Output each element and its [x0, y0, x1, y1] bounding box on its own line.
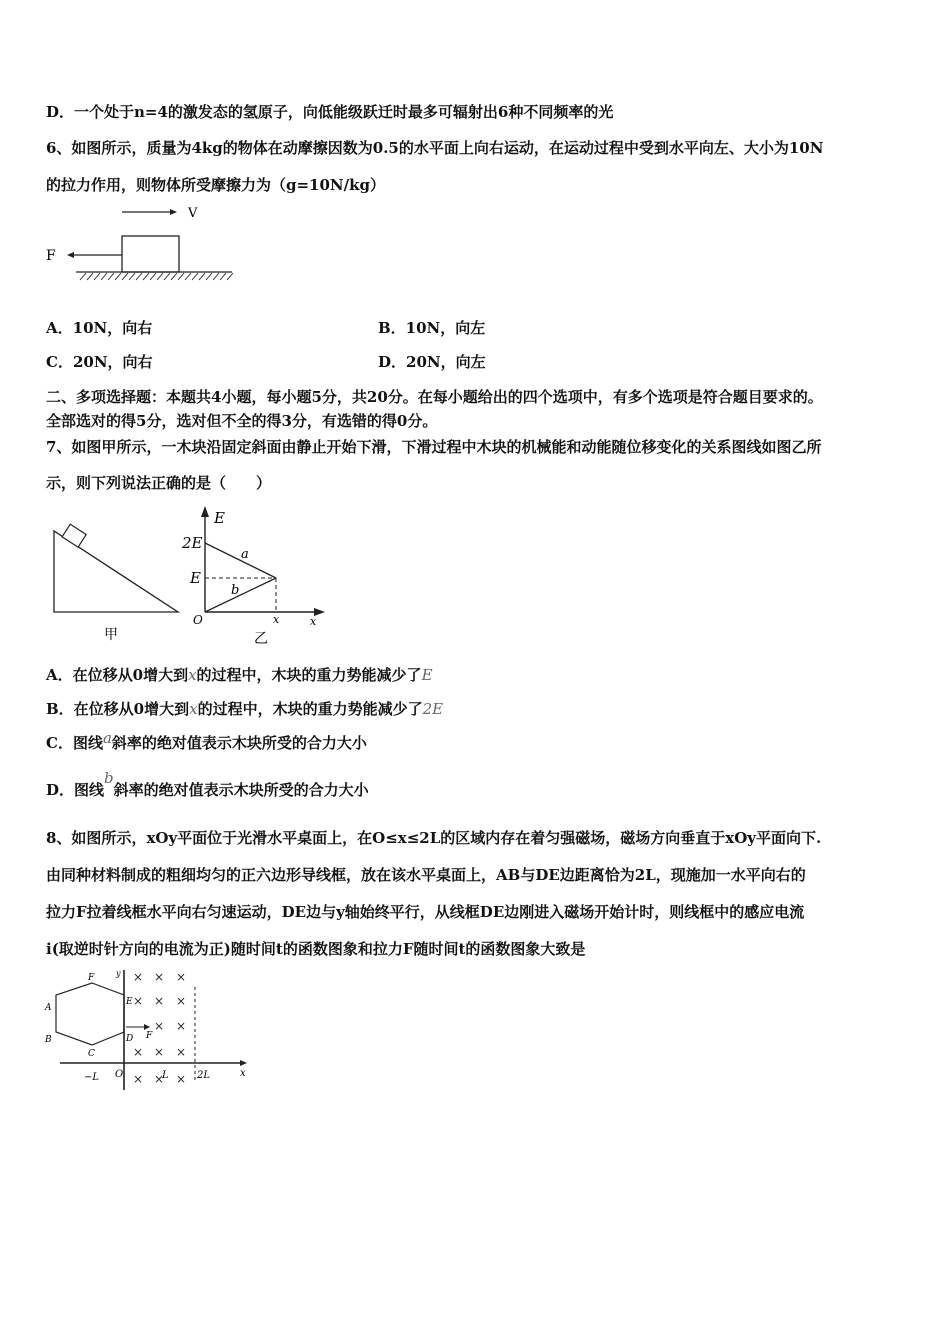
velocity-arrowhead — [170, 209, 177, 215]
line-b — [205, 578, 276, 612]
prev-option-d: D．一个处于n=4的激发态的氢原子，向低能级跃迁时最多可辐射出6种不同频率的光 — [46, 103, 614, 121]
ground-hatching — [80, 273, 233, 280]
vertex-c: C — [88, 1049, 95, 1059]
velocity-label: V — [188, 206, 198, 221]
section2-line2: 全部选对的得5分，选对但不全的得3分，有选错的得0分。 — [46, 412, 438, 430]
vertex-b: B — [45, 1035, 52, 1045]
q7-line1: 7、如图甲所示，一木块沿固定斜面由静止开始下滑，下滑过程中木块的机械能和动能随位移变化的关系图线如图乙所 — [46, 438, 822, 456]
line-a-label: a — [241, 547, 249, 562]
q7-option-a[interactable]: A．在位移从0增大到x的过程中，木块的重力势能减少了E — [46, 666, 433, 684]
q6-figure — [40, 200, 240, 295]
svg-text:×: × — [133, 994, 144, 1008]
force-arrowhead — [67, 252, 74, 258]
q8-line3: 拉力F拉着线框水平向右匀速运动，DE边与y轴始终平行，从线框DE边刚进入磁场开始计时，则线框中的感应电流 — [46, 903, 805, 921]
q7-option-d[interactable]: D．图线b斜率的绝对值表示木块所受的合力大小 — [46, 769, 369, 799]
force-label: F — [46, 248, 56, 264]
origin-label: O — [115, 1069, 124, 1080]
label-jia: 甲 — [104, 627, 118, 643]
svg-text:×: × — [133, 1045, 144, 1059]
tick-l: L — [162, 1070, 169, 1081]
e-axis-arrowhead — [201, 506, 209, 517]
q7-option-c[interactable]: C．图线a斜率的绝对值表示木块所受的合力大小 — [46, 729, 367, 752]
svg-text:×: × — [154, 1019, 165, 1033]
block — [122, 236, 179, 272]
svg-text:×: × — [154, 970, 165, 984]
svg-text:×: × — [154, 1072, 165, 1086]
svg-text:×: × — [154, 1045, 165, 1059]
x-axis-label: x — [310, 615, 317, 628]
q6-line1: 6、如图所示，质量为4kg的物体在动摩擦因数为0.5的水平面上向右运动，在运动过程中受到水平向左、大小为10N — [46, 139, 824, 157]
tick-x: x — [273, 613, 280, 626]
svg-text:×: × — [133, 1072, 144, 1086]
line-b-label: b — [231, 583, 240, 598]
pull-force-label: F — [146, 1031, 153, 1041]
q8-figure — [40, 965, 260, 1095]
svg-text:×: × — [176, 994, 187, 1008]
x-axis-label: x — [240, 1068, 246, 1079]
svg-text:×: × — [176, 1072, 187, 1086]
tick-e: E — [190, 569, 201, 587]
q8-line1: 8、如图所示，xOy平面位于光滑水平桌面上，在O≤x≤2L的区域内存在着匀强磁场，磁场方向垂直于xOy平面向下. — [46, 829, 822, 847]
svg-text:×: × — [176, 1045, 187, 1059]
q6-option-d[interactable]: D．20N，向左 — [378, 353, 486, 371]
svg-text:×: × — [176, 970, 187, 984]
vertex-f: F — [88, 973, 95, 983]
tick-neg-l: −L — [84, 1072, 100, 1083]
field-crosses — [133, 970, 186, 1086]
pull-arrowhead — [144, 1024, 150, 1030]
vertex-d: D — [126, 1034, 134, 1044]
q8-line4: i(取逆时针方向的电流为正)随时间t的函数图象和拉力F随时间t的函数图象大致是 — [46, 940, 586, 958]
vertex-a: A — [45, 1003, 52, 1013]
q7-line2: 示，则下列说法正确的是（ ） — [46, 474, 272, 492]
svg-text:×: × — [133, 970, 144, 984]
q6-option-a[interactable]: A．10N，向右 — [46, 319, 153, 337]
hexagon-frame — [56, 983, 124, 1045]
q7-option-b[interactable]: B．在位移从0增大到x的过程中，木块的重力势能减少了2E — [46, 700, 444, 718]
q6-option-c[interactable]: C．20N，向右 — [46, 353, 153, 371]
svg-text:×: × — [176, 1019, 187, 1033]
x-axis-arrowhead — [240, 1060, 247, 1066]
origin-label: O — [193, 613, 203, 627]
y-axis-label: y — [116, 969, 121, 978]
e-axis-label: E — [214, 509, 225, 527]
wood-block — [62, 524, 86, 547]
svg-text:×: × — [154, 994, 165, 1008]
q7-figure — [48, 503, 338, 653]
section2-line1: 二、多项选择题：本题共4小题，每小题5分，共20分。在每小题给出的四个选项中，有多个选项是符合题目要求的。 — [46, 388, 823, 406]
tick-2e: 2E — [182, 534, 203, 552]
q6-line2: 的拉力作用，则物体所受摩擦力为（g=10N/kg） — [46, 176, 386, 194]
q6-option-b[interactable]: B．10N，向左 — [378, 319, 486, 337]
tick-2l: 2L — [197, 1070, 211, 1081]
label-yi: 乙 — [254, 631, 268, 647]
q8-line2: 由同种材料制成的粗细均匀的正六边形导线框，放在该水平桌面上，AB与DE边距离恰为2L，现施加一水平向右的 — [46, 866, 806, 884]
vertex-e: E — [126, 997, 133, 1007]
